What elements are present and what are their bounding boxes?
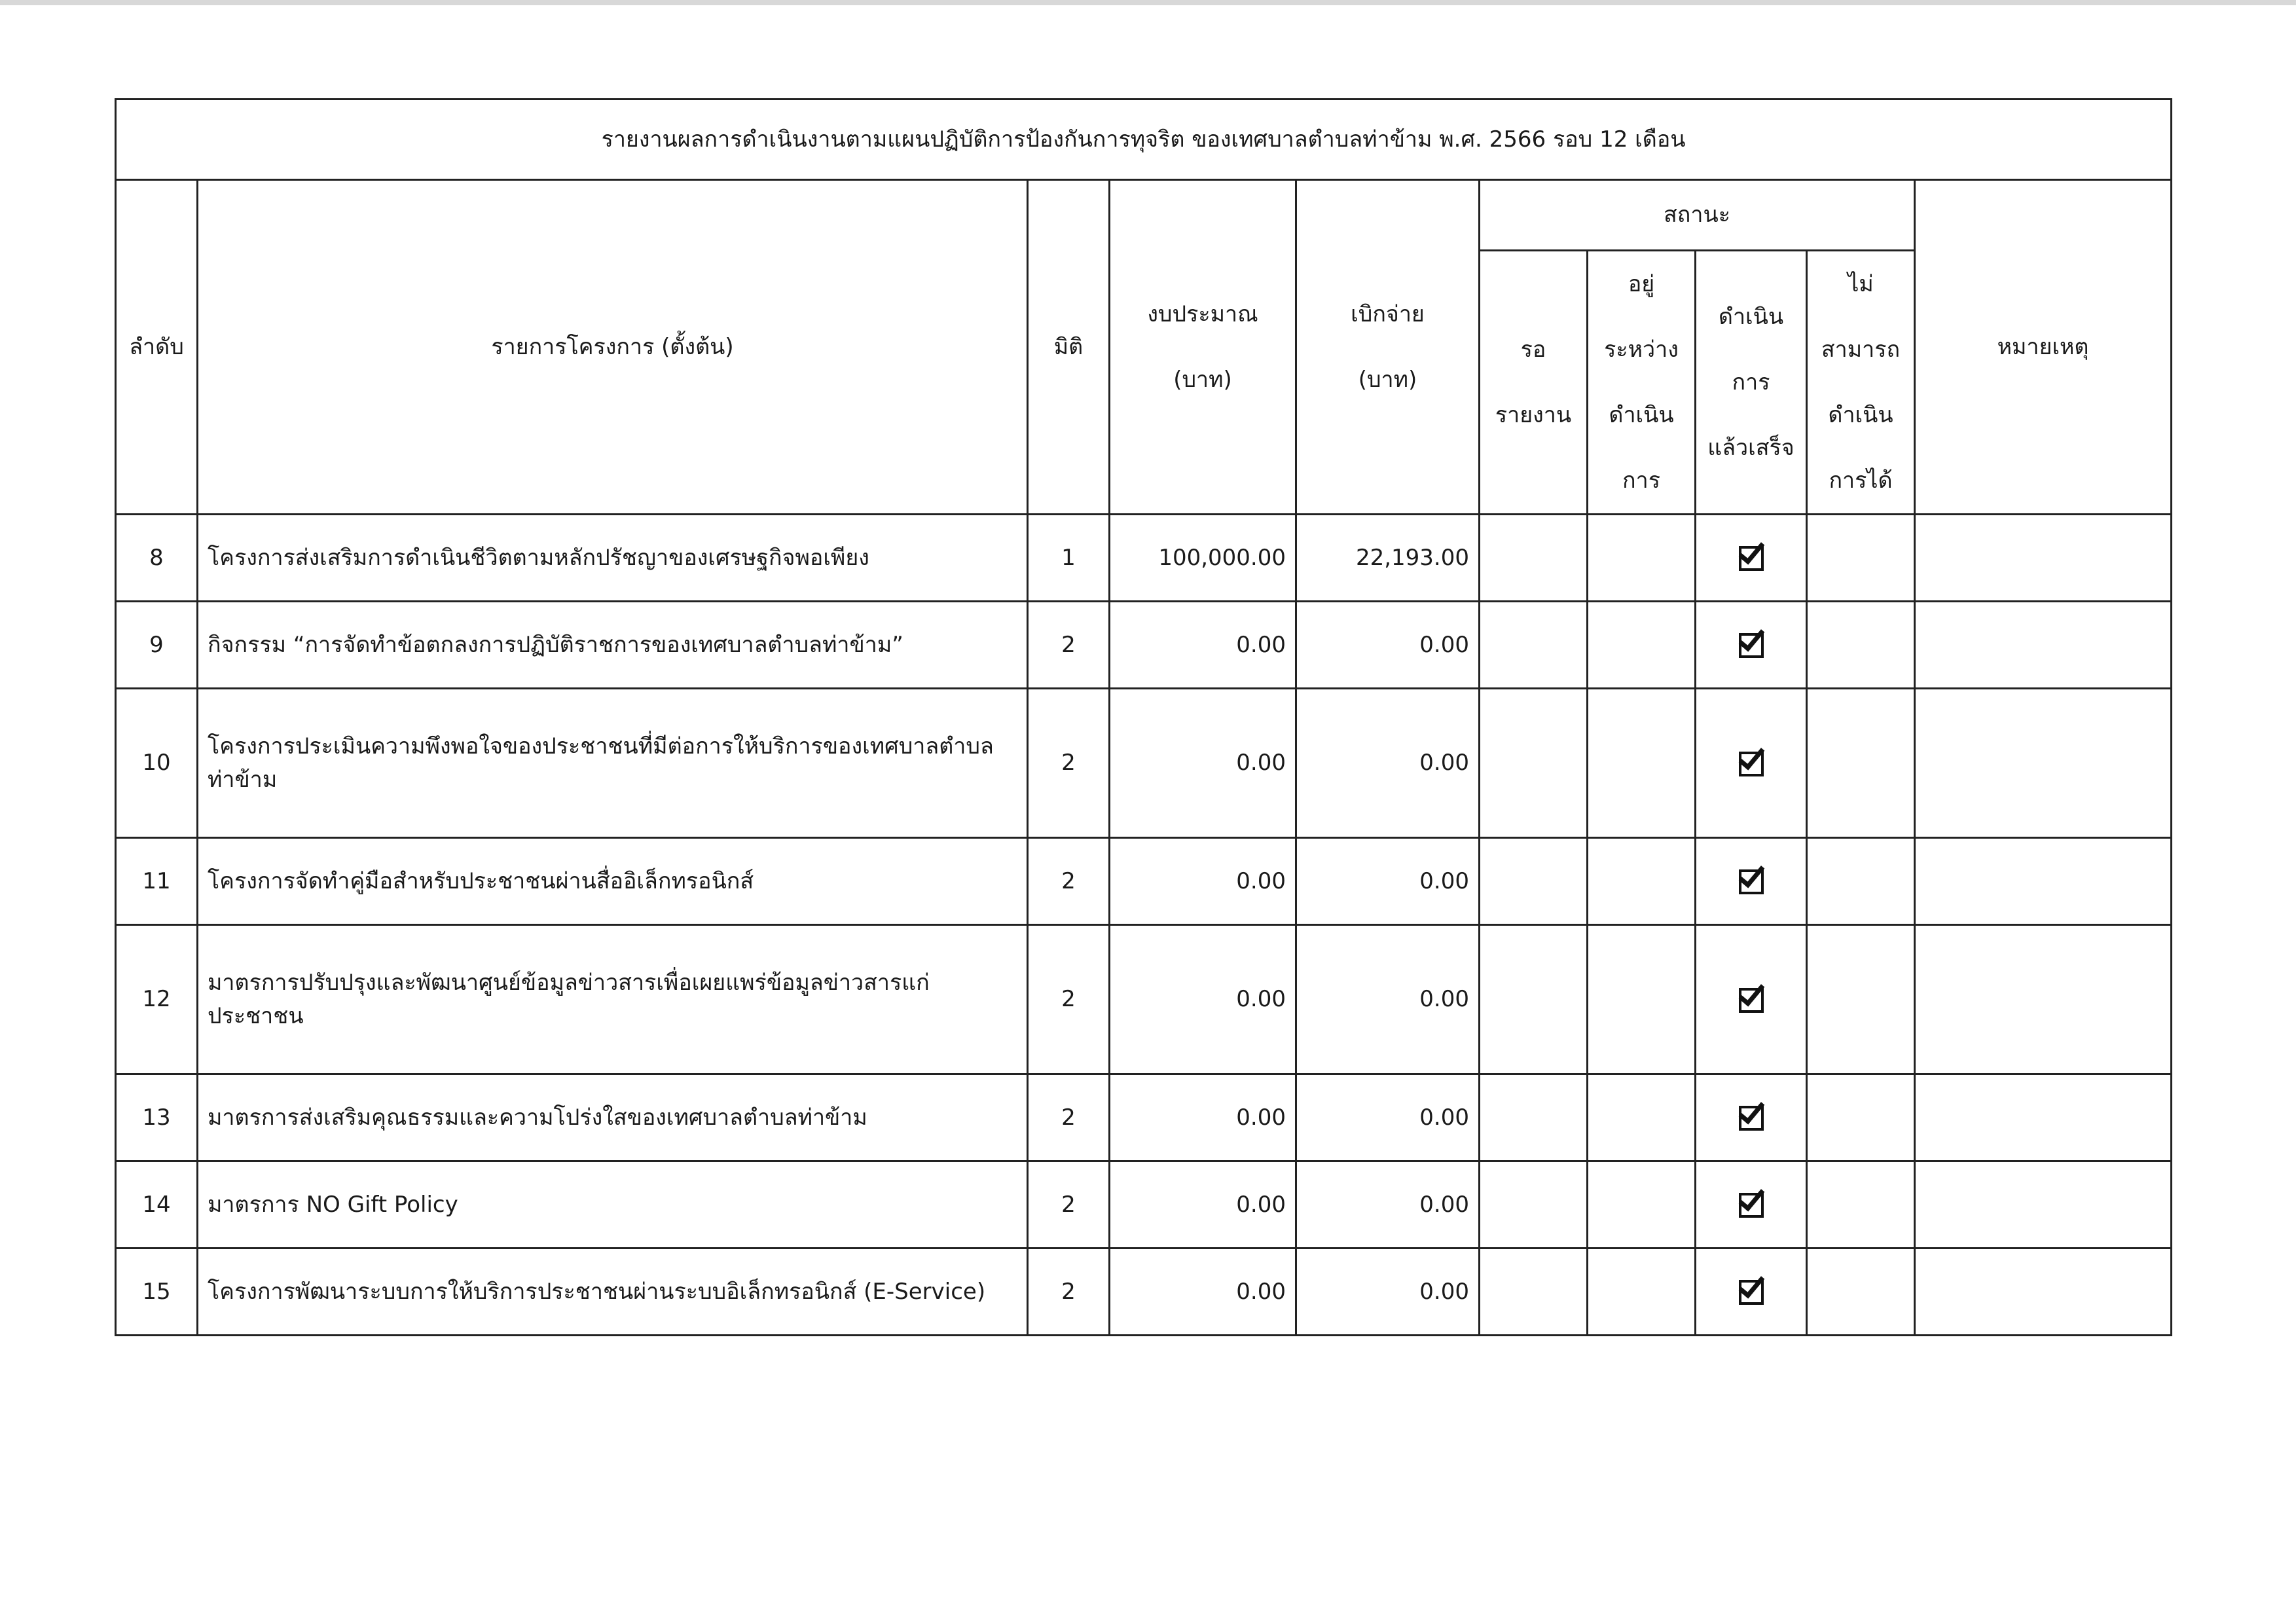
row-status-unable	[1807, 1161, 1915, 1249]
row-remark	[1915, 515, 2172, 602]
row-status-unable	[1807, 602, 1915, 689]
row-status-waiting	[1480, 1161, 1588, 1249]
header-no: ลำดับ	[116, 180, 198, 515]
checked-box-icon	[1739, 869, 1764, 894]
header-row-1	[116, 180, 2172, 251]
row-spent: 0.00	[1296, 1249, 1480, 1336]
row-budget: 0.00	[1110, 1161, 1296, 1249]
header-spent	[1296, 180, 1480, 515]
title-row	[116, 100, 2172, 180]
row-spent: 0.00	[1296, 925, 1480, 1074]
header-status-waiting	[1480, 251, 1588, 515]
row-status-waiting	[1480, 925, 1588, 1074]
row-dimension: 1	[1028, 515, 1110, 602]
row-budget: 0.00	[1110, 602, 1296, 689]
row-project-name: โครงการจัดทำคู่มือสำหรับประชาชนผ่านสื่ออิเล็กทรอนิกส์	[198, 838, 1028, 925]
row-dimension: 2	[1028, 925, 1110, 1074]
header-spent-line-1: เบิกจ่าย	[1351, 301, 1425, 327]
header-dimension: มิติ	[1028, 180, 1110, 515]
checked-box-icon	[1739, 1280, 1764, 1305]
row-no: 12	[116, 925, 198, 1074]
header-status-in-progress	[1588, 251, 1696, 515]
row-status-done	[1696, 1074, 1807, 1161]
header-budget-line-2: (บาท)	[1173, 367, 1232, 393]
row-dimension: 2	[1028, 689, 1110, 838]
table-row	[116, 1074, 2172, 1161]
row-status-in-progress	[1588, 925, 1696, 1074]
row-dimension: 2	[1028, 1249, 1110, 1336]
checked-box-icon	[1739, 752, 1764, 776]
header-done-line-1: ดำเนิน	[1718, 304, 1784, 330]
checked-box-icon	[1739, 1106, 1764, 1131]
row-budget: 0.00	[1110, 925, 1296, 1074]
row-status-waiting	[1480, 1074, 1588, 1161]
row-status-in-progress	[1588, 602, 1696, 689]
header-unable-line-4: การได้	[1829, 467, 1893, 494]
header-waiting-line-2: รายงาน	[1495, 402, 1572, 428]
table-row	[116, 925, 2172, 1074]
row-spent: 0.00	[1296, 838, 1480, 925]
checked-box-icon	[1739, 546, 1764, 571]
row-budget: 0.00	[1110, 689, 1296, 838]
header-waiting-line-1: รอ	[1520, 337, 1546, 363]
row-status-done	[1696, 689, 1807, 838]
row-status-waiting	[1480, 689, 1588, 838]
header-progress-line-4: การ	[1622, 467, 1660, 494]
header-unable-line-3: ดำเนิน	[1828, 402, 1893, 428]
row-project-name: มาตรการส่งเสริมคุณธรรมและความโปร่งใสของเทศบาลตำบลท่าข้าม	[198, 1074, 1028, 1161]
row-status-done	[1696, 838, 1807, 925]
header-unable-line-2: สามารถ	[1821, 337, 1901, 363]
row-no: 8	[116, 515, 198, 602]
row-budget: 0.00	[1110, 838, 1296, 925]
row-status-in-progress	[1588, 1161, 1696, 1249]
header-budget	[1110, 180, 1296, 515]
header-spent-line-2: (บาท)	[1358, 367, 1417, 393]
header-done-line-3: แล้วเสร็จ	[1707, 435, 1795, 461]
table-row	[116, 1249, 2172, 1336]
row-budget: 100,000.00	[1110, 515, 1296, 602]
scan-top-edge	[0, 0, 2296, 5]
row-spent: 22,193.00	[1296, 515, 1480, 602]
row-status-done	[1696, 602, 1807, 689]
row-status-done	[1696, 925, 1807, 1074]
header-budget-line-1: งบประมาณ	[1147, 301, 1258, 327]
row-spent: 0.00	[1296, 1161, 1480, 1249]
row-project-name: กิจกรรม “การจัดทำข้อตกลงการปฏิบัติราชการของเทศบาลตำบลท่าข้าม”	[198, 602, 1028, 689]
row-no: 13	[116, 1074, 198, 1161]
header-status-unable	[1807, 251, 1915, 515]
row-budget: 0.00	[1110, 1249, 1296, 1336]
checked-box-icon	[1739, 1193, 1764, 1218]
row-project-name: โครงการประเมินความพึงพอใจของประชาชนที่มีต่อการให้บริการของเทศบาลตำบลท่าข้าม	[198, 689, 1028, 838]
row-remark	[1915, 1074, 2172, 1161]
row-spent: 0.00	[1296, 602, 1480, 689]
row-status-unable	[1807, 838, 1915, 925]
report-title: รายงานผลการดำเนินงานตามแผนปฏิบัติการป้องกันการทุจริต ของเทศบาลตำบลท่าข้าม พ.ศ. 2566 รอบ 12 เดือน	[116, 100, 2172, 180]
row-dimension: 2	[1028, 602, 1110, 689]
table-row	[116, 689, 2172, 838]
row-project-name: มาตรการ NO Gift Policy	[198, 1161, 1028, 1249]
row-remark	[1915, 602, 2172, 689]
table-row	[116, 515, 2172, 602]
row-dimension: 2	[1028, 1074, 1110, 1161]
row-status-waiting	[1480, 602, 1588, 689]
row-no: 9	[116, 602, 198, 689]
table-row	[116, 838, 2172, 925]
row-remark	[1915, 925, 2172, 1074]
header-progress-line-3: ดำเนิน	[1609, 402, 1674, 428]
row-spent: 0.00	[1296, 689, 1480, 838]
row-remark	[1915, 1161, 2172, 1249]
row-no: 15	[116, 1249, 198, 1336]
row-project-name: มาตรการปรับปรุงและพัฒนาศูนย์ข้อมูลข่าวสารเพื่อเผยแพร่ข้อมูลข่าวสารแก่ประชาชน	[198, 925, 1028, 1074]
row-status-in-progress	[1588, 838, 1696, 925]
row-status-in-progress	[1588, 1249, 1696, 1336]
row-status-done	[1696, 1161, 1807, 1249]
row-status-in-progress	[1588, 1074, 1696, 1161]
report-table	[115, 98, 2172, 1336]
header-status: สถานะ	[1480, 180, 1915, 251]
row-status-unable	[1807, 689, 1915, 838]
table-row	[116, 602, 2172, 689]
header-project: รายการโครงการ (ตั้งต้น)	[198, 180, 1028, 515]
row-no: 11	[116, 838, 198, 925]
row-status-unable	[1807, 515, 1915, 602]
row-status-unable	[1807, 1249, 1915, 1336]
table-row	[116, 1161, 2172, 1249]
header-progress-line-2: ระหว่าง	[1604, 337, 1679, 363]
row-status-in-progress	[1588, 689, 1696, 838]
row-project-name: โครงการพัฒนาระบบการให้บริการประชาชนผ่านระบบอิเล็กทรอนิกส์ (E-Service)	[198, 1249, 1028, 1336]
row-no: 10	[116, 689, 198, 838]
row-dimension: 2	[1028, 1161, 1110, 1249]
row-status-done	[1696, 515, 1807, 602]
row-remark	[1915, 838, 2172, 925]
row-budget: 0.00	[1110, 1074, 1296, 1161]
row-status-unable	[1807, 1074, 1915, 1161]
row-status-done	[1696, 1249, 1807, 1336]
checked-box-icon	[1739, 633, 1764, 658]
checked-box-icon	[1739, 988, 1764, 1013]
row-spent: 0.00	[1296, 1074, 1480, 1161]
row-status-in-progress	[1588, 515, 1696, 602]
row-no: 14	[116, 1161, 198, 1249]
header-remark: หมายเหตุ	[1915, 180, 2172, 515]
header-progress-line-1: อยู่	[1628, 271, 1655, 297]
row-dimension: 2	[1028, 838, 1110, 925]
row-project-name: โครงการส่งเสริมการดำเนินชีวิตตามหลักปรัชญาของเศรษฐกิจพอเพียง	[198, 515, 1028, 602]
row-remark	[1915, 689, 2172, 838]
row-status-waiting	[1480, 1249, 1588, 1336]
row-status-waiting	[1480, 838, 1588, 925]
row-status-waiting	[1480, 515, 1588, 602]
header-done-line-2: การ	[1732, 369, 1770, 395]
row-remark	[1915, 1249, 2172, 1336]
header-status-done	[1696, 251, 1807, 515]
row-status-unable	[1807, 925, 1915, 1074]
header-unable-line-1: ไม่	[1848, 271, 1874, 297]
